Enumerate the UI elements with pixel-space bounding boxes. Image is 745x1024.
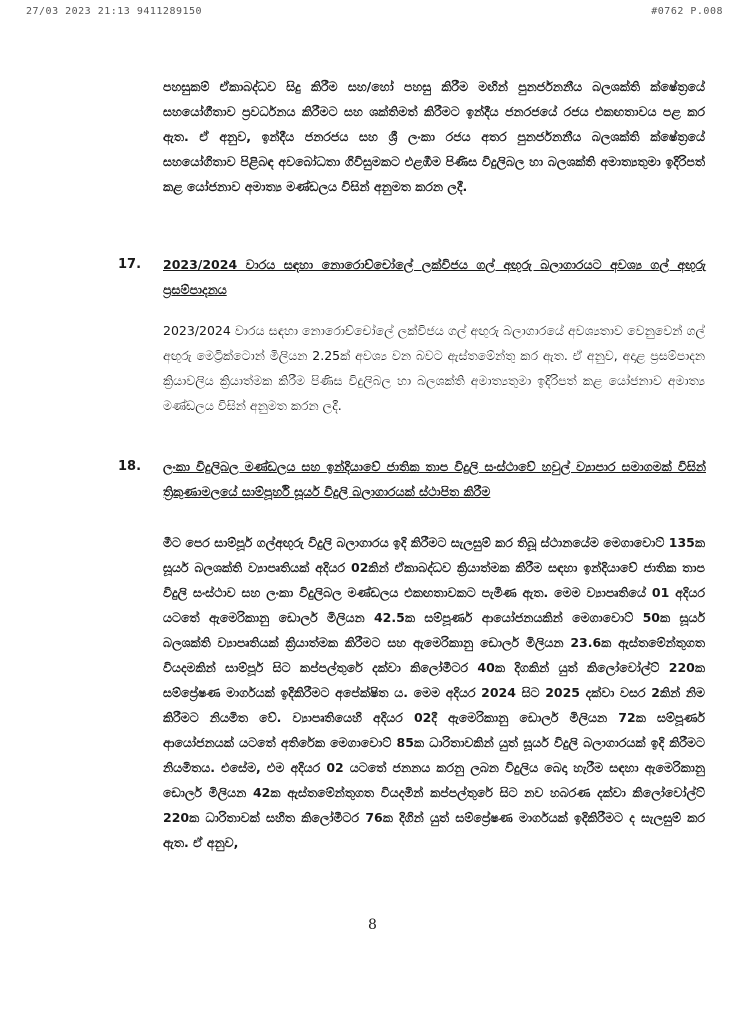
item-17-body-block <box>163 318 705 418</box>
page-number: 8 <box>368 917 377 933</box>
item-title: 2023/2024 වාරය සඳහා නොරොච්චෝලේ ලක්විජය ගල් අඟුරු බලාගාරයට අවශ්‍ය ගල් අඟුරු ප්‍රසම්පාදනය <box>163 257 706 297</box>
fax-header <box>0 6 745 22</box>
fax-timestamp: 27/03 2023 21:13 9411289150 <box>26 6 203 17</box>
item-18-body-block <box>163 530 705 855</box>
item-body: 2023/2024 වාරය සඳහා නොරොච්චෝලේ ලක්විජය ගල් අඟුරු බලාගාරයේ අවශ්‍යතාව වෙනුවෙන් ගල් අඟුරු මෙට්‍රික්ටොන් මිලියන 2.25ක් අවශ්‍ය වන බවට ඇස්තමේන්තු කර ඇත. ඒ අනුව, අදාළ ප්‍රසම්පාදන ක්‍රියාවලිය ක්‍රියාත්මක කිරීම පිණිස විදුලිබල හා බලශක්ති අමාත්‍යතුමා ඉදිරිපත් කළ යෝජනාව අමාත්‍ය මණ්ඩලය විසින් අනුමත කරන ලදී. <box>163 323 705 413</box>
fax-page-ref: #0762 P.008 <box>651 6 723 17</box>
continuation-block <box>163 74 705 199</box>
item-number: 17. <box>118 257 142 272</box>
continuation-paragraph: පහසුකම් ඒකාබද්ධව සිදු කිරීම සහ/හෝ පහසු කිරීම මඟින් පුනර්ජනනීය බලශක්ති ක්ෂේත්‍රයේ සහයෝගීතාව ප්‍රවර්ධනය කිරීමට සහ ශක්තිමත් කිරීමට ඉන්දීය ජනරජයේ රජය එකඟතාවය පළ කර ඇත. ඒ අනුව, ඉන්දීය ජනරජය සහ ශ්‍රී ලංකා රජය අතර පුනර්ජනනීය බලශක්ති ක්ෂේත්‍රයේ සහයෝගිතාව පිළිබඳ අවබෝධතා ගිවිසුමකට එළඹීම පිණිස විදුලිබල හා බලශක්ති අමාත්‍යතුමා ඉදිරිපත් කළ යෝජනාව අමාත්‍ය මණ්ඩලය විසින් අනුමත කරන ලදී. <box>163 79 705 194</box>
item-title: ලංකා විදුලිබල මණ්ඩලය සහ ඉන්දියාවේ ජාතික තාප විදුලි සංස්ථාවේ හවුල් ව්‍යාපාර සමාගමක් විසින් ත්‍රිකුණාමලයේ සාම්පූර්හි සූර්ය විදුලි බලාගාරයක් ස්ථාපිත කිරීම <box>163 459 706 499</box>
item-number: 18. <box>118 459 142 474</box>
item-body: මීට පෙර සාම්පූර් ගල්අඟුරු විදුලි බලාගාරය ඉදි කිරීමට සැලසුම් කර තිබූ ස්ථානයේම මෙගාවොට් 135ක සූර්ය බලශක්ති ව්‍යාපෘතියක් අදියර 02කින් ඒකාබද්ධව ක්‍රියාත්මක කිරීම සඳහා ඉන්දියාවේ ජාතික තාප විදුලි සංස්ථාව සහ ලංකා විදුලිබල මණ්ඩලය එකඟතාවකට පැමිණ ඇත. මෙම ව්‍යාපෘතියේ 01 අදියර යටතේ ඇමෙරිකානු ඩොලර් මිලියන 42.5ක සම්පූර්ණ ආයෝජනයකින් මෙගාවොට් 50ක සූර්ය බලශක්ති ව්‍යාපෘතියක් ක්‍රියාත්මක කිරීමට සහ ඇමෙරිකානු ඩොලර් මිලියන 23.6ක ඇස්තමේන්තුගත වියදමකින් සාම්පූර් සිට කප්පල්තුරේ දක්වා කිලෝමීටර 40ක දිගකින් යුත් කිලෝවෝල්ට් 220ක සම්ප්‍රේෂණ මාර්ගයක් ඉදිකිරීමට අපේක්ෂිත ය. මෙම අදියර 2024 සිට 2025 දක්වා වසර 2කින් නිම කිරීමට නියමිත වේ. ව්‍යාපෘතියෙහි අදියර 02දී ඇමෙරිකානු ඩොලර් මිලියන 72ක සම්පූර්ණ ආයෝජනයක් යටතේ අතිරේක මෙගාවොට් 85ක ධාරිතාවකින් යුත් සූර්ය විදුලි බලාගාරයක් ඉදි කිරීමට නියමිතය. එසේම, එම අදියර 02 යටතේ ජනනය කරනු ලබන විදුලිය බෙදා හැරීම සඳහා ඇමෙරිකානු ඩොලර් මිලියන 42ක ඇස්තමේන්තුගත වියදමින් කප්පල්තුරේ සිට නව හබරණ දක්වා කිලෝවෝල්ට් 220ක ධාරිතාවක් සහිත කිලෝමීටර 76ක දිගින් යුත් සම්ප්‍රේෂණ මාර්ගයක් ඉදිකිරීමට ද සැලසුම් කර ඇත. ඒ අනුව, <box>163 535 705 850</box>
